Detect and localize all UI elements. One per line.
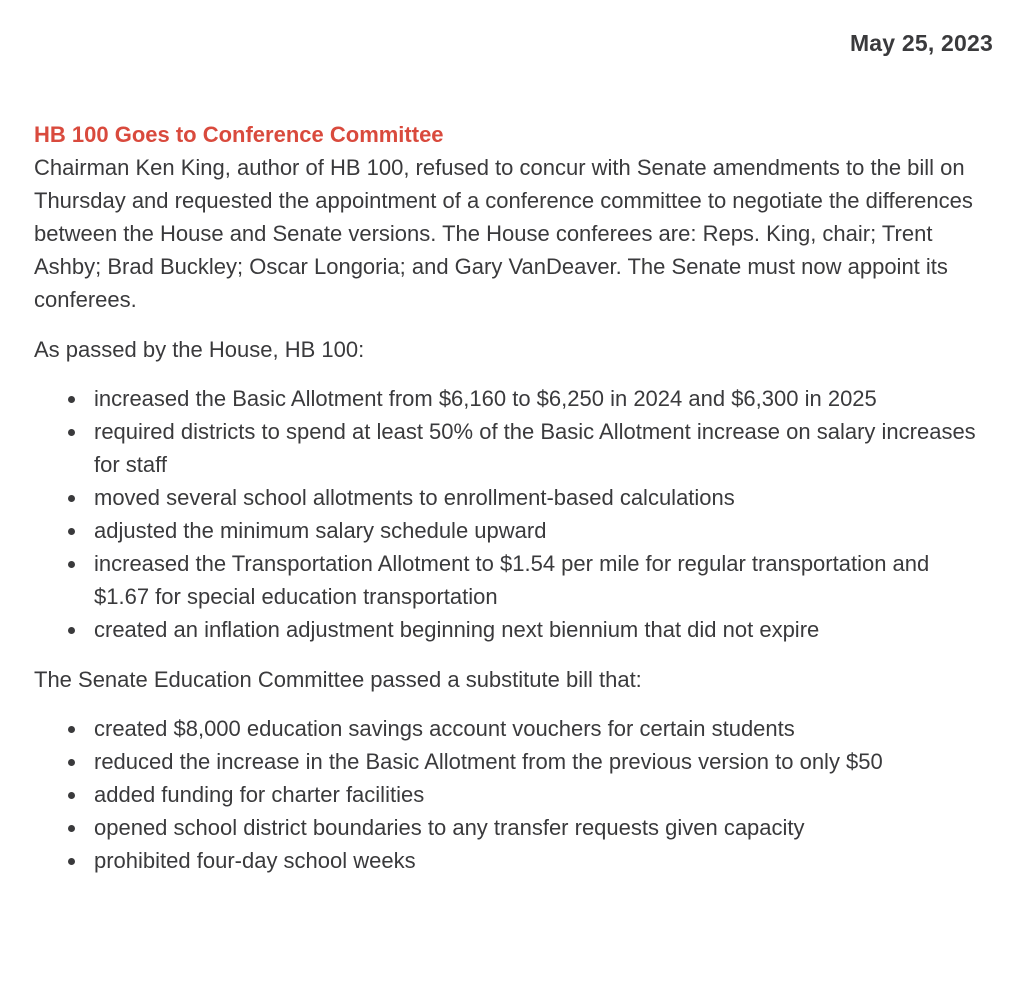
article-body [34, 118, 984, 877]
list-item: increased the Transportation Allotment to $1.54 per mile for regular transportation and $1.67 for special education transportation [94, 547, 984, 613]
list-item: added funding for charter facilities [94, 778, 984, 811]
list-item: created $8,000 education savings account vouchers for certain students [94, 712, 984, 745]
list-item: created an inflation adjustment beginning next biennium that did not expire [94, 613, 984, 646]
senate-lead: The Senate Education Committee passed a substitute bill that: [34, 667, 642, 692]
intro-paragraph: Chairman Ken King, author of HB 100, refused to concur with Senate amendments to the bill on Thursday and requested the appointment of a conference committee to negotiate the differences between the House and Senate versions. The House conferees are: Reps. King, chair; Trent Ashby; Brad Buckley; Oscar Longoria; and Gary VanDeaver. The Senate must now appoint its conferees. [34, 155, 973, 312]
house-list [34, 382, 984, 646]
list-item: increased the Basic Allotment from $6,160 to $6,250 in 2024 and $6,300 in 2025 [94, 382, 984, 415]
list-item: adjusted the minimum salary schedule upward [94, 514, 984, 547]
list-item: prohibited four-day school weeks [94, 844, 984, 877]
senate-list [34, 712, 984, 877]
house-lead: As passed by the House, HB 100: [34, 337, 365, 362]
article-headline: HB 100 Goes to Conference Committee [34, 122, 444, 147]
date-heading: May 25, 2023 [849, 30, 993, 56]
list-item: opened school district boundaries to any transfer requests given capacity [94, 811, 984, 844]
list-item: required districts to spend at least 50% of the Basic Allotment increase on salary increases for staff [94, 415, 984, 481]
list-item: reduced the increase in the Basic Allotment from the previous version to only $50 [94, 745, 984, 778]
list-item: moved several school allotments to enrollment-based calculations [94, 481, 984, 514]
